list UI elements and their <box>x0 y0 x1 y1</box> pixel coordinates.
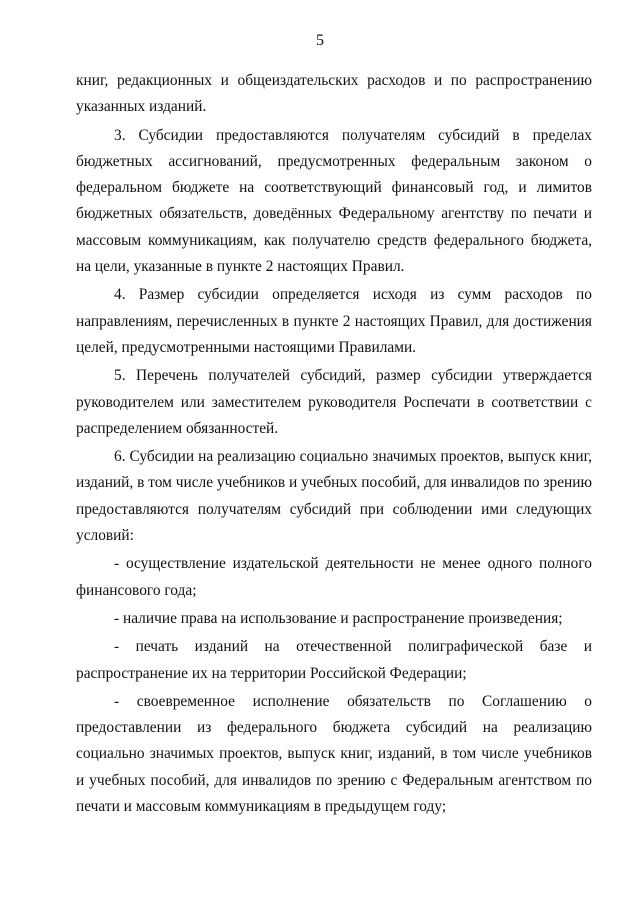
paragraph-continuation: книг, редакционных и общеиздательских расходов и по распространению указанных изданий. <box>76 72 592 116</box>
condition-item-publishing-activity: - осуществление издательской деятельности не менее одного полного финансового года; <box>76 555 592 599</box>
paragraph-item-4: 4. Размер субсидии определяется исходя из сумм расходов по направлениям, перечисленных в пункте 2 настоящих Правил, для достижения целей, предусмотренными настоящими Правилами. <box>76 286 592 356</box>
document-body <box>76 68 592 822</box>
paragraph-item-6: 6. Субсидии на реализацию социально значимых проектов, выпуск книг, изданий, в том числе учебников и учебных пособий, для инвалидов по зрению предоставляются получателям субсидий при соблюдении ими следующих условий: <box>76 448 592 545</box>
condition-item-printing: - печать изданий на отечественной полиграфической базе и распространение их на территории Российской Федерации; <box>76 638 592 682</box>
paragraph-item-5: 5. Перечень получателей субсидий, размер субсидии утверждается руководителем или заместителем руководителя Роспечати в соответствии с распределением обязанностей. <box>76 367 592 437</box>
condition-item-obligations: - своевременное исполнение обязательств по Соглашению о предоставлении из федерального бюджета субсидий на реализацию социально значимых проектов, выпуск книг, изданий, в том числе учебников и учебных пособий, для инвалидов по зрению с Федеральным агентством по печати и массовым коммуникациям в предыдущем году; <box>76 692 592 816</box>
paragraph-item-3: 3. Субсидии предоставляются получателям субсидий в пределах бюджетных ассигнований, предусмотренных федеральным законом о федеральном бюджете на соответствующий финансовый год, и лимитов бюджетных обязательств, доведённых Федеральному агентству по печати и массовым коммуникациям, как получателю средств федерального бюджета, на цели, указанные в пункте 2 настоящих Правил. <box>76 126 592 276</box>
page-number: 5 <box>316 32 324 49</box>
condition-item-rights: - наличие права на использование и распространение произведения; <box>114 609 563 627</box>
